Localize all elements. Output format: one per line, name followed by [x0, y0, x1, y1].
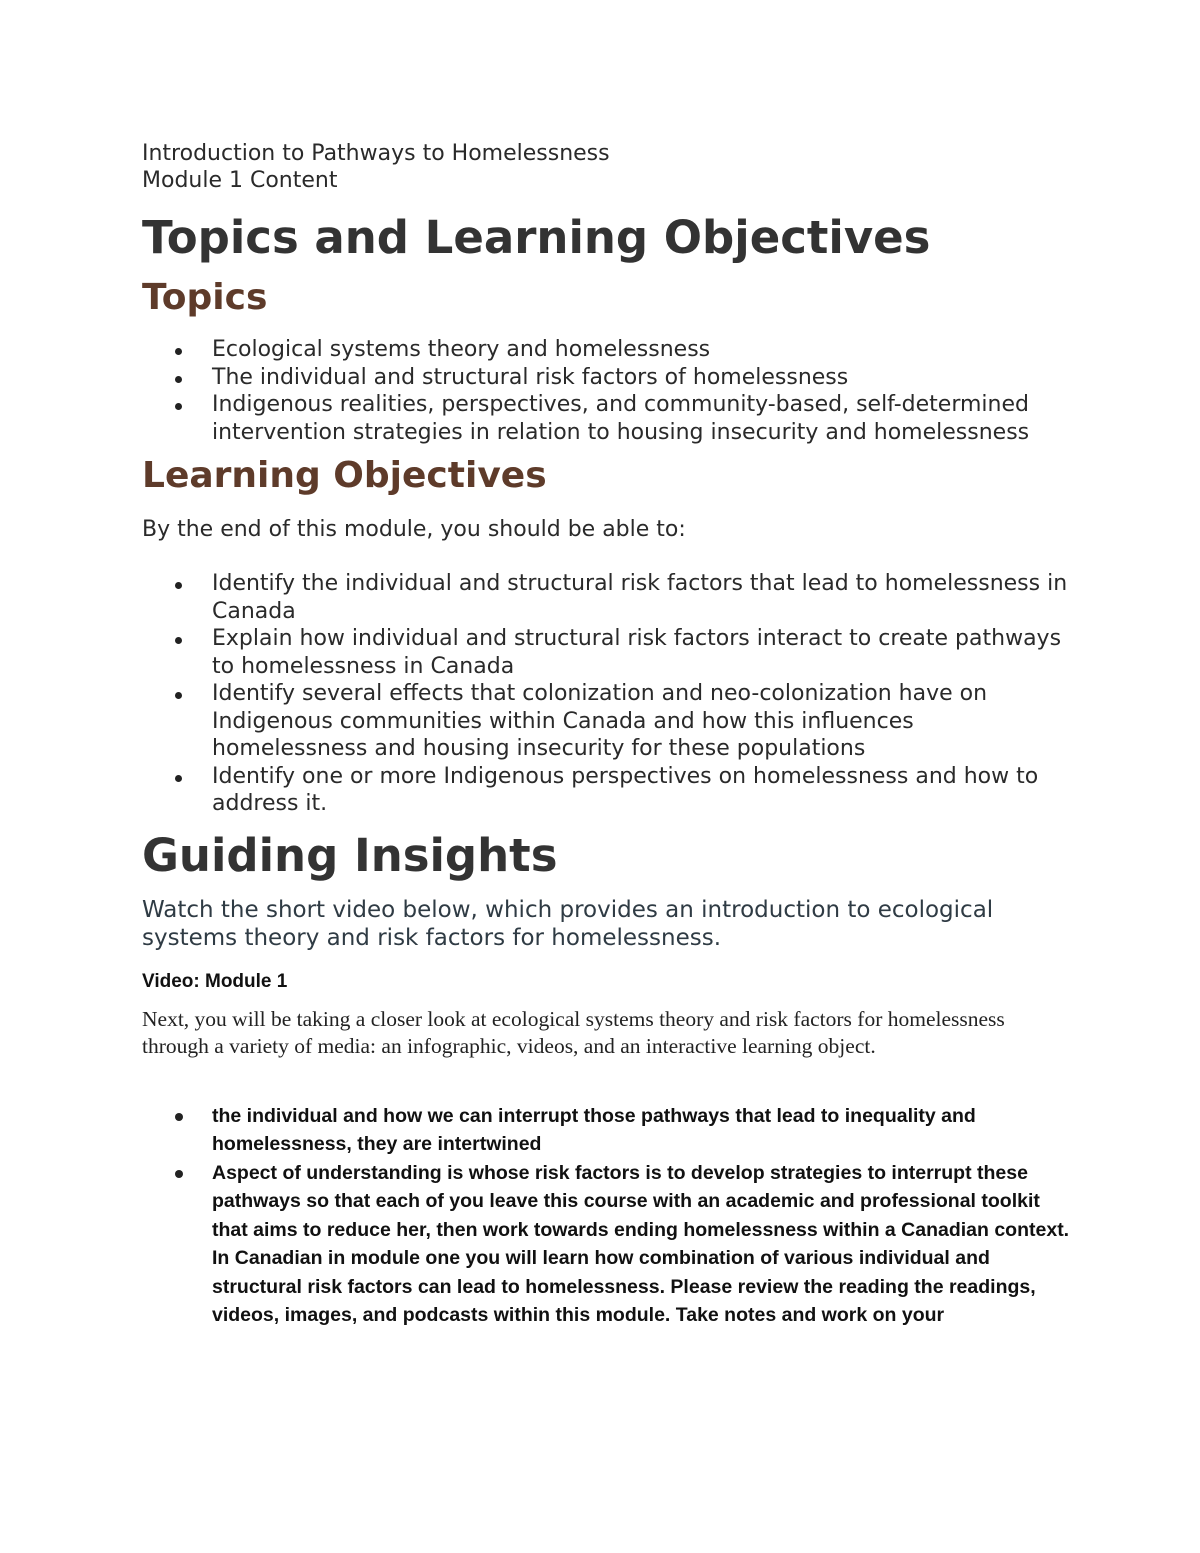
objectives-intro: By the end of this module, you should be able to: [142, 517, 686, 542]
list-item: The individual and structural risk factors of homelessness [142, 364, 1072, 392]
topics-heading: Topics [142, 277, 268, 318]
module-label: Module 1 Content [142, 168, 338, 193]
list-item: Indigenous realities, perspectives, and community-based, self-determined intervention strategies in relation to housing insecurity and homelessness [142, 391, 1072, 446]
learning-objectives-heading: Learning Objectives [142, 455, 547, 496]
guiding-insights-heading: Guiding Insights [142, 828, 558, 882]
list-item: the individual and how we can interrupt those pathways that lead to inequality and homelessness, they are intertwined [142, 1102, 1072, 1159]
main-heading: Topics and Learning Objectives [142, 211, 931, 264]
course-title: Introduction to Pathways to Homelessness [142, 141, 610, 166]
watch-text: Watch the short video below, which provides an introduction to ecological systems theory and risk factors for homelessness. [142, 896, 994, 951]
next-paragraph: Next, you will be taking a closer look at ecological systems theory and risk factors for homelessness through a variety of media: an infographic, videos, and an interactive learning object. [142, 1006, 1005, 1058]
list-item: Explain how individual and structural risk factors interact to create pathways to homelessness in Canada [142, 625, 1072, 680]
notes-list [142, 1102, 1072, 1330]
video-label: Video: Module 1 [142, 970, 288, 992]
document-page [142, 140, 1072, 1330]
objectives-list [142, 570, 1072, 818]
list-item: Ecological systems theory and homelessness [142, 336, 1072, 364]
list-item: Identify the individual and structural risk factors that lead to homelessness in Canada [142, 570, 1072, 625]
topics-list [142, 336, 1072, 446]
list-item: Identify one or more Indigenous perspectives on homelessness and how to address it. [142, 763, 1072, 818]
list-item: Identify several effects that colonization and neo-colonization have on Indigenous communities within Canada and how this influences homelessness and housing insecurity for these populations [142, 680, 1072, 763]
list-item: Aspect of understanding is whose risk factors is to develop strategies to interrupt these pathways so that each of you leave this course with an academic and professional toolkit that aims to reduce her, then work towards ending homelessness within a Canadian context. In Canadian in module one you will learn how combination of various individual and structural risk factors can lead to homelessness. Please review the reading the readings, videos, images, and podcasts within this module. Take notes and work on your [142, 1159, 1072, 1330]
